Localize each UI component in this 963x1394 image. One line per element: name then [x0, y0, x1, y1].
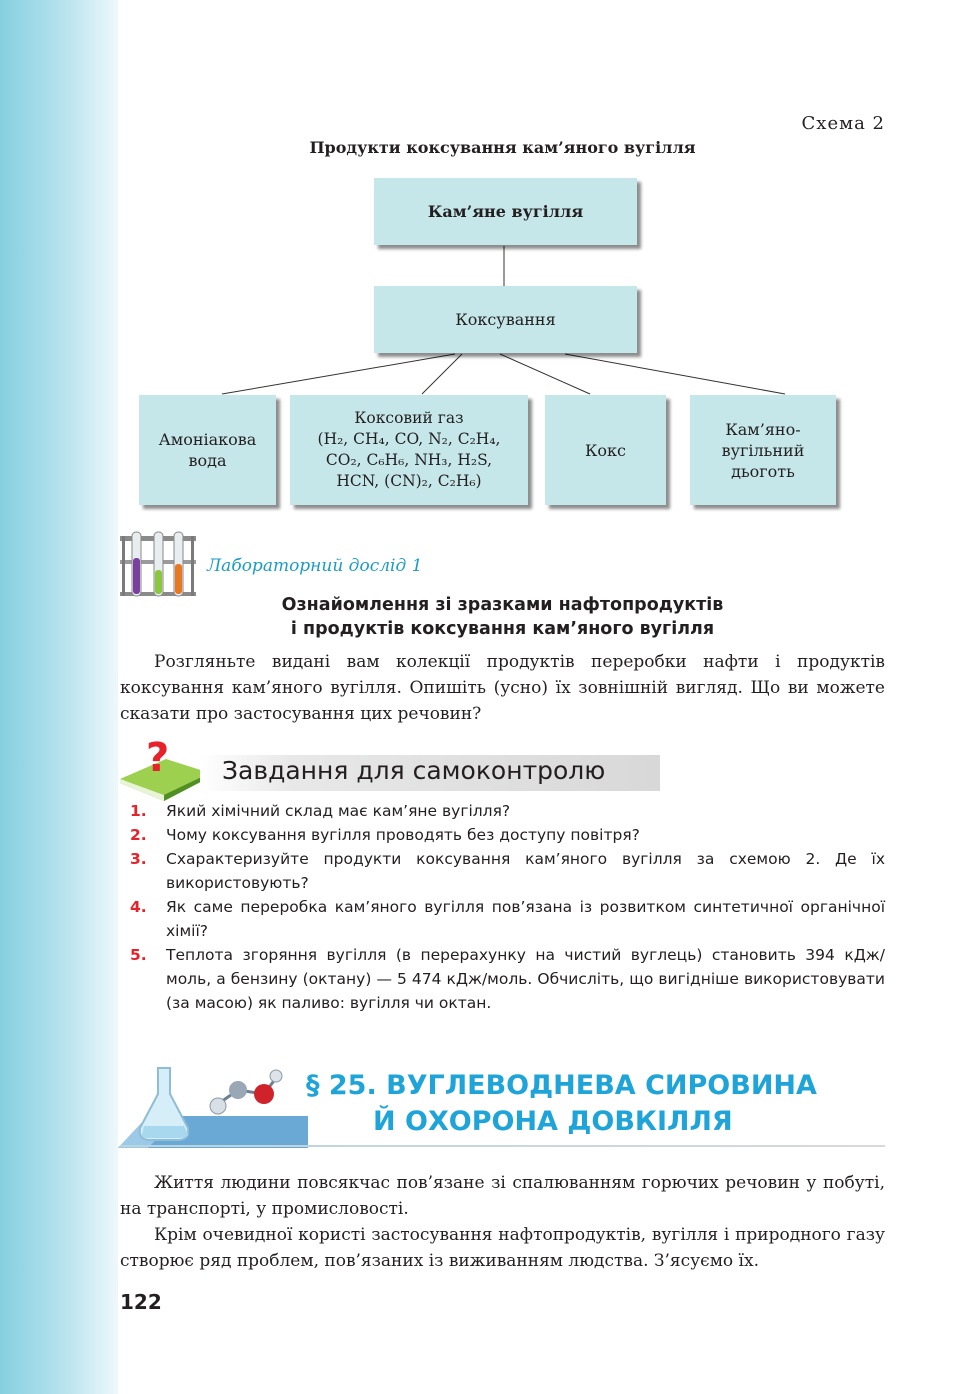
task-number: 1.	[130, 802, 147, 820]
task-number: 2.	[130, 826, 147, 844]
coke-gas-line-4: HCN, (CN)₂, C₂H₆)	[336, 472, 482, 490]
box-coal-label: Кам’яне вугілля	[427, 202, 584, 221]
ammonia-line-1: Амоніакова	[158, 430, 257, 449]
task-text: Чому коксування вугілля проводять без доступу повітря?	[166, 826, 640, 844]
scheme-label: Схема 2	[801, 113, 885, 134]
coal-tar-line-2: вугільний	[721, 440, 805, 460]
connector-gas	[422, 354, 462, 394]
connector-tar	[565, 354, 785, 394]
lab-title: Лабораторний дослід 1	[207, 556, 423, 576]
box-coal	[374, 178, 637, 245]
lab-heading	[120, 593, 885, 641]
test-tubes-icon	[118, 530, 198, 602]
box-coke-label: Кокс	[585, 440, 626, 460]
box-coke-gas	[290, 395, 528, 505]
box-coal-tar	[690, 395, 836, 505]
connector-ammonia	[222, 354, 455, 394]
task-item	[130, 895, 885, 943]
task-item	[130, 847, 885, 895]
coke-gas-line-3: CO₂, C₆H₆, NH₃, H₂S,	[325, 451, 493, 469]
coke-gas-line-1: Коксовий газ	[354, 409, 464, 427]
ammonia-line-2: вода	[188, 451, 227, 470]
self-control-heading: Завдання для самоконтролю	[222, 756, 606, 785]
section-heading-line-2: Й ОХОРОНА ДОВКІЛЛЯ	[373, 1106, 733, 1137]
lab-text: Розгляньте видані вам колекції продуктів переробки нафти і продуктів коксування кам’яного вугілля. Опишіть (усно) їх зовнішній вигляд. Що ви можете сказати про застосування цих речовин?	[120, 652, 885, 724]
box-coke	[545, 395, 666, 505]
task-number: 5.	[130, 946, 147, 964]
section-rule	[120, 1145, 885, 1147]
flask-molecule-icon	[118, 1050, 308, 1150]
body-paragraph-1: Життя людини повсякчас пов’язане зі спалюванням горючих речовин у побуті, на транспорті, у промисловості.	[120, 1173, 885, 1219]
task-text: Схарактеризуйте продукти коксування кам’яного вугілля за схемою 2. Де їх використовують?	[166, 850, 885, 892]
task-item	[130, 943, 885, 1015]
task-number: 4.	[130, 898, 147, 916]
box-coking-label: Коксування	[455, 310, 556, 329]
task-text: Який хімічний склад має кам’яне вугілля?	[166, 802, 511, 820]
coal-tar-line-1: Кам’яно-	[725, 419, 801, 439]
section-heading	[306, 1068, 817, 1140]
box-coking	[374, 286, 637, 353]
coke-gas-line-2: (H₂, CH₄, CO, N₂, C₂H₄,	[317, 430, 501, 448]
lab-heading-line-2: і продуктів коксування кам’яного вугілля	[290, 619, 715, 639]
svg-text:?: ?	[146, 735, 170, 781]
box-ammonia-water	[139, 395, 276, 505]
task-item	[130, 799, 885, 823]
connector-coke	[500, 354, 590, 394]
task-number: 3.	[130, 850, 147, 868]
body-paragraph-2: Крім очевидної користі застосування нафтопродуктів, вугілля і природного газу створює ряд проблем, пов’язаних із виживанням людства. З’ясуємо їх.	[120, 1225, 885, 1271]
diagram-title: Продукти коксування кам’яного вугілля	[309, 138, 696, 157]
lab-heading-line-1: Ознайомлення зі зразками нафтопродуктів	[281, 595, 724, 615]
page-number: 122	[120, 1290, 162, 1314]
task-text: Як саме переробка кам’яного вугілля пов’язана із розвитком синтетичної органічної хімії?	[166, 898, 885, 940]
task-item	[130, 823, 885, 847]
section-heading-line-1: § 25. ВУГЛЕВОДНЕВА СИРОВИНА	[306, 1070, 817, 1101]
task-text: Теплота згоряння вугілля (в перерахунку на чистий вуглець) становить 394 кДж/моль, а бензину (октану) — 5 474 кДж/моль. Обчисліть, що вигідніше використовувати (за масою) як паливо: вугілля чи октан.	[166, 946, 885, 1012]
coal-tar-line-3: дьоготь	[731, 461, 795, 481]
question-book-icon	[118, 735, 213, 805]
